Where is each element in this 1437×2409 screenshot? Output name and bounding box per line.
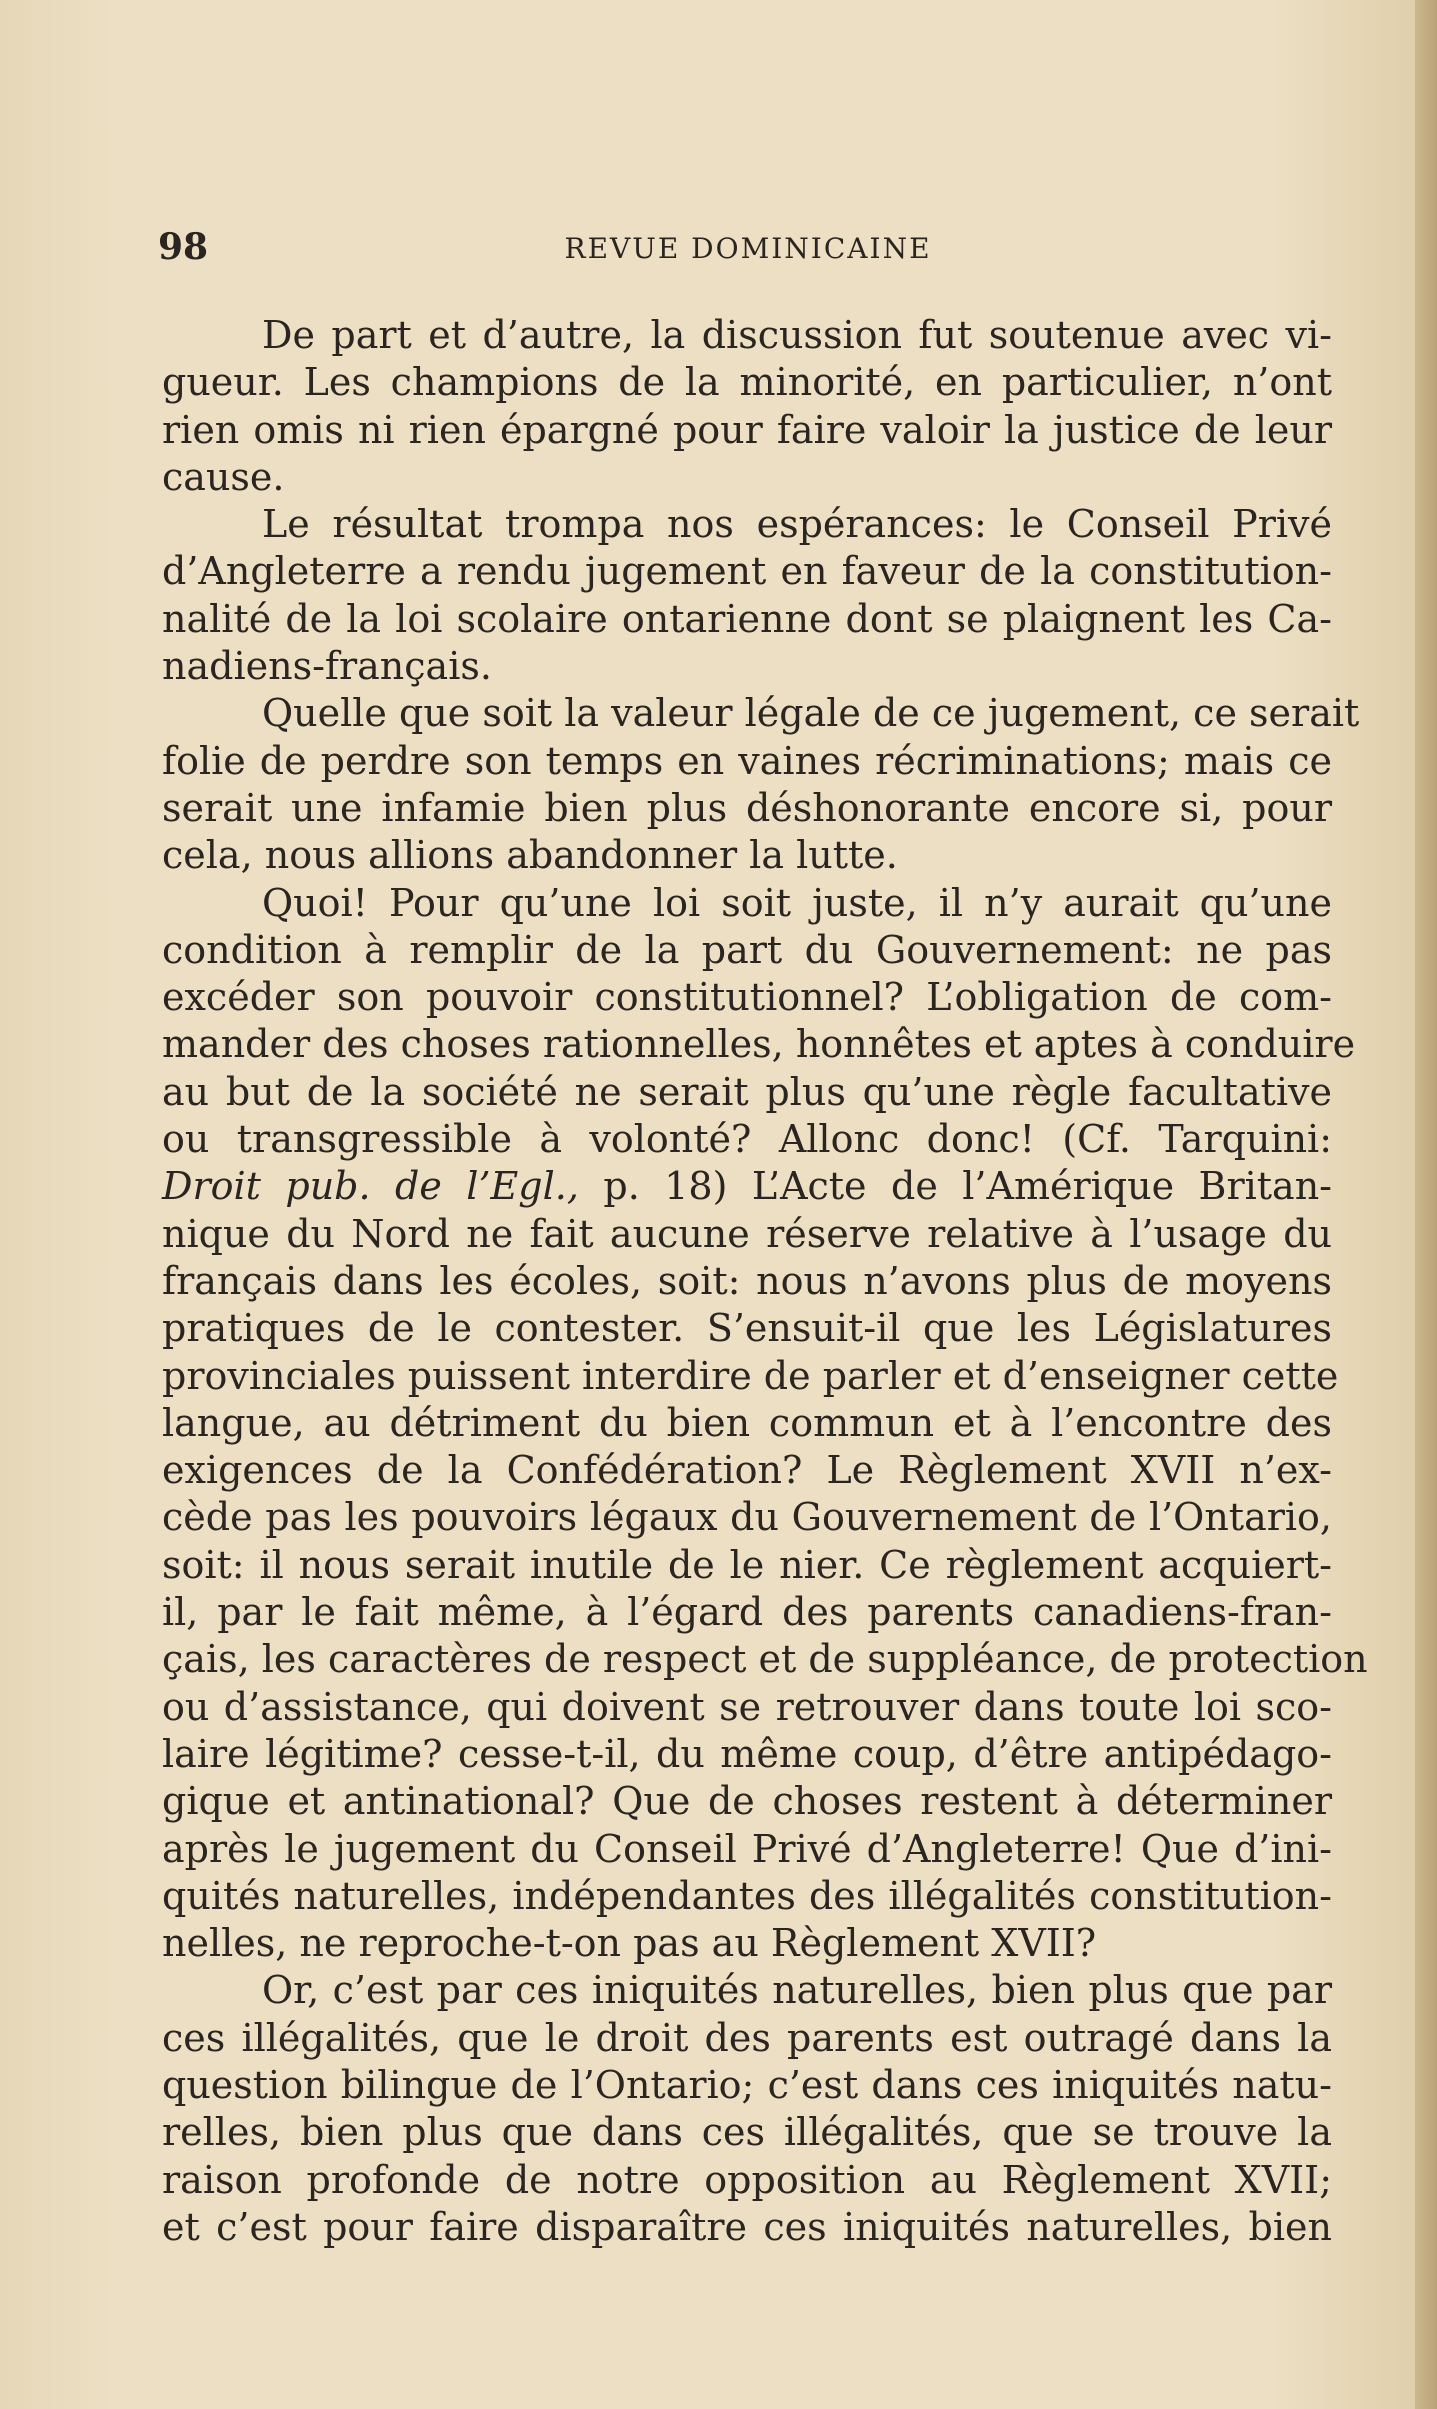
text-line: excéder son pouvoir constitutionnel? L’obligation de com- xyxy=(162,975,1332,1020)
text-line: exigences de la Confédération? Le Règlement XVII n’ex- xyxy=(162,1448,1332,1493)
body-text xyxy=(162,312,1368,2251)
text-line: ces illégalités, que le droit des parents est outragé dans la xyxy=(162,2015,1332,2060)
text-line: quités naturelles, indépendantes des illégalités constitution- xyxy=(162,1873,1332,1918)
text-line: gueur. Les champions de la minorité, en particulier, n’ont xyxy=(162,360,1332,405)
text-line: il, par le fait même, à l’égard des parents canadiens-fran- xyxy=(162,1590,1332,1635)
text-line: relles, bien plus que dans ces illégalités, que se trouve la xyxy=(162,2110,1332,2155)
text-line: français dans les écoles, soit: nous n’avons plus de moyens xyxy=(162,1258,1332,1303)
text-line: et c’est pour faire disparaître ces iniquités naturelles, bien xyxy=(162,2204,1332,2249)
text-line: serait une infamie bien plus déshonorante encore si, pour xyxy=(162,785,1332,830)
text-line: nelles, ne reproche-t-on pas au Règlement XVII? xyxy=(162,1921,1097,1966)
text-line: mander des choses rationnelles, honnêtes et aptes à conduire xyxy=(162,1022,1356,1067)
text-line: provinciales puissent interdire de parler et d’enseigner cette xyxy=(162,1353,1339,1398)
text-line: cède pas les pouvoirs légaux du Gouvernement de l’Ontario, xyxy=(162,1495,1332,1540)
text-line: condition à remplir de la part du Gouvernement: ne pas xyxy=(162,927,1332,972)
text-line: nique du Nord ne fait aucune réserve relative à l’usage du xyxy=(162,1211,1332,1256)
text-line: raison profonde de notre opposition au Règlement XVII; xyxy=(162,2157,1332,2202)
text-line: De part et d’autre, la discussion fut soutenue avec vi- xyxy=(262,313,1332,357)
text-line: après le jugement du Conseil Privé d’Angleterre! Que d’ini- xyxy=(162,1826,1332,1871)
text-line: nalité de la loi scolaire ontarienne dont se plaignent les Ca- xyxy=(162,596,1332,641)
text-line: laire légitime? cesse-t-il, du même coup, d’être antipédago- xyxy=(162,1731,1332,1776)
journal-title: REVUE DOMINICAINE xyxy=(564,232,932,265)
text-line: Quoi! Pour qu’une loi soit juste, il n’y aurait qu’une xyxy=(262,880,1332,925)
text-line: cela, nous allions abandonner la lutte. xyxy=(162,833,898,878)
text-line: çais, les caractères de respect et de suppléance, de protection xyxy=(162,1637,1368,1682)
text-line: d’Angleterre a rendu jugement en faveur de la constitution- xyxy=(162,549,1332,594)
italic-citation: Droit pub. de l’Egl., xyxy=(162,1164,579,1209)
text-line: Or, c’est par ces iniquités naturelles, bien plus que par xyxy=(262,1968,1332,2013)
text-line: question bilingue de l’Ontario; c’est dans ces iniquités natu- xyxy=(162,2062,1332,2107)
text-line: Quelle que soit la valeur légale de ce jugement, ce serait xyxy=(262,691,1360,736)
text-line: pratiques de le contester. S’ensuit-il que les Législatures xyxy=(162,1306,1332,1351)
text-line: au but de la société ne serait plus qu’une règle facultative xyxy=(162,1069,1332,1114)
running-head xyxy=(158,226,1338,276)
text-line: nadiens-français. xyxy=(162,644,492,689)
text-line: langue, au détriment du bien commun et à l’encontre des xyxy=(162,1400,1332,1445)
book-spine-edge xyxy=(1415,0,1437,2409)
text-line: Le résultat trompa nos espérances: le Conseil Privé xyxy=(262,502,1332,547)
text-line: cause. xyxy=(162,454,285,499)
text-line: gique et antinational? Que de choses restent à déterminer xyxy=(162,1779,1332,1824)
text-line xyxy=(162,1163,1332,1210)
text-line: rien omis ni rien épargné pour faire valoir la justice de leur xyxy=(162,407,1332,452)
text-line: ou d’assistance, qui doivent se retrouver dans toute loi sco- xyxy=(162,1684,1332,1729)
text-line: soit: il nous serait inutile de le nier. Ce règlement acquiert- xyxy=(162,1542,1332,1587)
page-number: 98 xyxy=(158,226,209,268)
text-line: ou transgressible à volonté? Allonc donc! (Cf. Tarquini: xyxy=(162,1117,1332,1162)
text-line: folie de perdre son temps en vaines récriminations; mais ce xyxy=(162,738,1332,783)
text-line-rest: p. 18) L’Acte de l’Amérique Britan- xyxy=(578,1164,1333,1209)
